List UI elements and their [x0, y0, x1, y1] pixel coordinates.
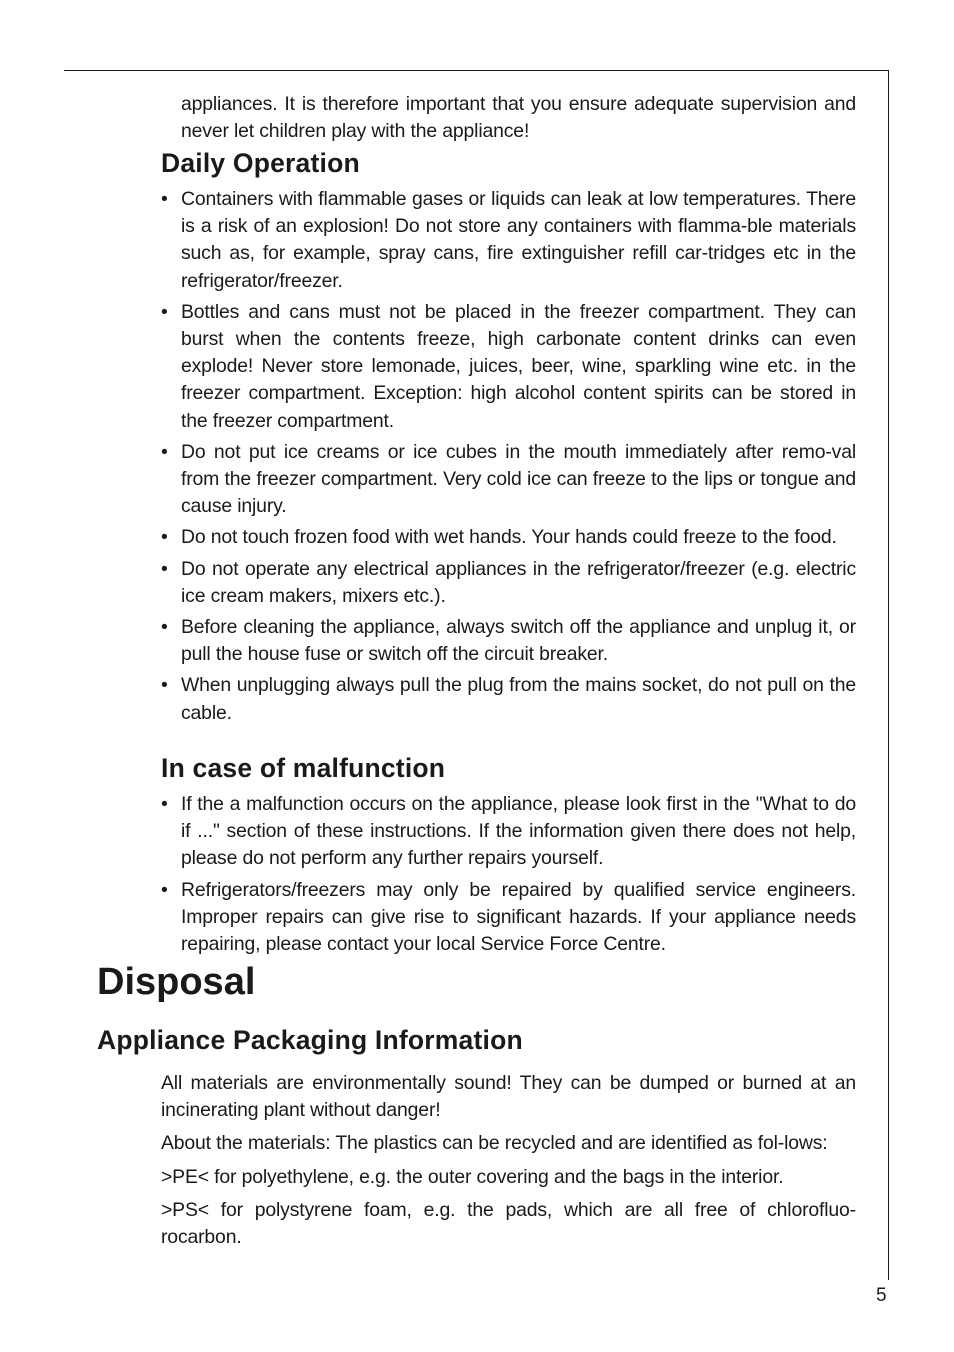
- packaging-paragraph: >PE< for polyethylene, e.g. the outer covering and the bags in the interior.: [161, 1165, 784, 1188]
- list-item-text: Refrigerators/freezers may only be repaired by qualified service engineers. Improper repairs can give rise to significant hazards. If your appliance needs repairing, please contact your local Service Force Centre.: [181, 878, 856, 956]
- list-item: [161, 299, 856, 435]
- packaging-paragraph: About the materials: The plastics can be recycled and are identified as fol-lows:: [161, 1132, 828, 1155]
- packaging-heading: Appliance Packaging Information: [97, 1025, 523, 1055]
- list-item: [161, 877, 856, 959]
- list-item-text: When unplugging always pull the plug from the mains socket, do not pull on the cable.: [181, 674, 856, 724]
- bullet-icon: •: [161, 616, 168, 639]
- list-item-text: Do not touch frozen food with wet hands. Your hands could freeze to the food.: [181, 526, 837, 549]
- packaging-paragraph: All materials are environmentally sound! They can be dumped or burned at an incinerating plant without danger!: [161, 1072, 856, 1122]
- malfunction-list: [161, 791, 856, 962]
- packaging-paragraphs: [161, 1070, 856, 1257]
- list-item-text: Before cleaning the appliance, always switch off the appliance and unplug it, or pull the house fuse or switch off the circuit breaker.: [181, 616, 856, 666]
- malfunction-heading: In case of malfunction: [161, 753, 446, 783]
- list-item-text: Containers with flammable gases or liquids can leak at low temperatures. There is a risk of an explosion! Do not store any containers with flamma-ble materials such as, for example, spray cans, fire extinguisher refill car-tridges etc in the refrigerator/freezer.: [181, 188, 856, 292]
- list-item: [161, 556, 856, 610]
- page-number: 5: [876, 1285, 887, 1306]
- bullet-icon: •: [161, 188, 168, 210]
- list-item: [161, 614, 856, 668]
- list-item: [161, 439, 856, 521]
- list-item-text: If the a malfunction occurs on the appliance, please look first in the "What to do if ..." section of these instructions. If the information given there does not help, please do not perform any further repairs yourself.: [181, 793, 856, 870]
- list-item: [161, 186, 856, 295]
- bullet-icon: •: [161, 526, 168, 549]
- bullet-icon: •: [161, 300, 168, 323]
- bullet-icon: •: [161, 557, 168, 580]
- bullet-icon: •: [161, 440, 168, 463]
- list-item-text: Bottles and cans must not be placed in the freezer compartment. They can burst when the contents freeze, high carbonate content drinks can even explode! Never store lemonade, juices, beer, wine, sparkling wine etc. in the freezer compartment. Exception: high alcohol content spirits can be stored in the freezer compartment.: [181, 300, 856, 432]
- intro-paragraph: appliances. It is therefore important that you ensure adequate supervision and never let children play with the appliance!: [181, 93, 856, 143]
- right-rule: [888, 70, 889, 1280]
- list-item-text: Do not put ice creams or ice cubes in the mouth immediately after remo-val from the freezer compartment. Very cold ice can freeze to the lips or tongue and cause injury.: [181, 440, 856, 518]
- bullet-icon: •: [161, 878, 168, 901]
- bullet-icon: •: [161, 674, 168, 697]
- top-rule: [64, 70, 889, 71]
- list-item-text: Do not operate any electrical appliances in the refrigerator/freezer (e.g. electric ice cream makers, mixers etc.).: [181, 557, 856, 607]
- daily-operation-list: [161, 186, 856, 731]
- list-item: [161, 791, 856, 873]
- daily-operation-heading: Daily Operation: [161, 148, 360, 178]
- list-item: [161, 524, 856, 551]
- disposal-heading: Disposal: [97, 961, 256, 1003]
- list-item: [161, 672, 856, 726]
- packaging-paragraph: >PS< for polystyrene foam, e.g. the pads, which are all free of chlorofluo-rocarbon.: [161, 1198, 856, 1249]
- bullet-icon: •: [161, 793, 168, 815]
